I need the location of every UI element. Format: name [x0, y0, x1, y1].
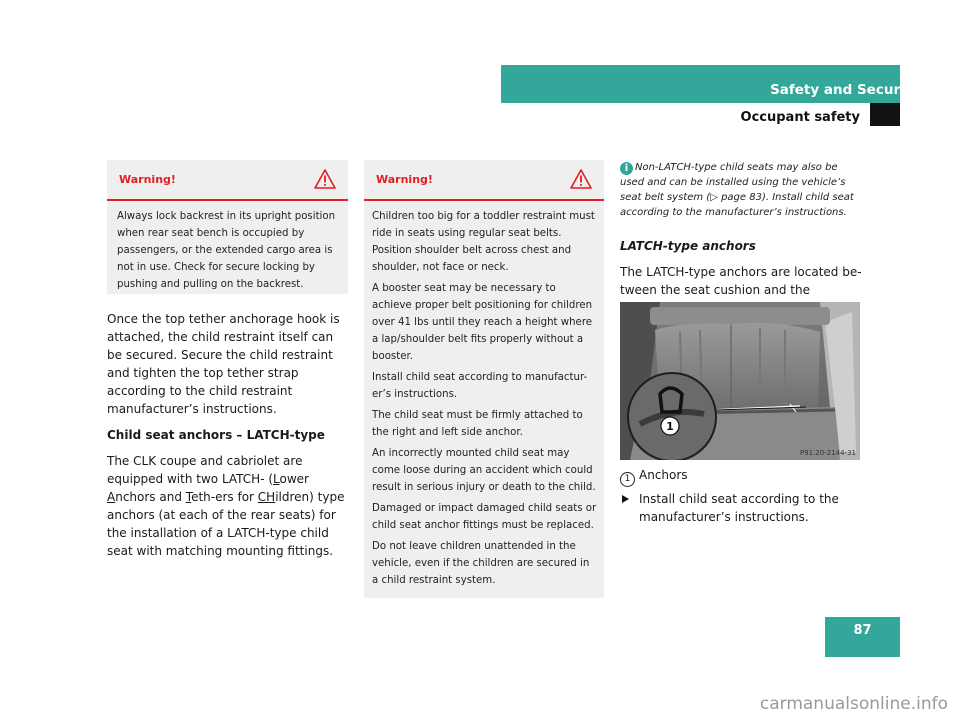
tether-paragraph: Once the top tether anchorage hook is attached, the child restraint itself can be secured. Secure the child restraint and tighten the top tether strap according to the child restraint manufacturer’s instructions.	[107, 312, 340, 416]
warning-paragraph: Install child seat according to manufactur-er’s instructions.	[372, 372, 588, 400]
latch-heading: Child seat anchors – LATCH-type	[107, 428, 325, 442]
page-number-box	[825, 617, 900, 657]
underlined-letter: L	[273, 472, 280, 486]
bullet-triangle-icon	[622, 495, 629, 503]
instruction-bullet	[620, 490, 870, 526]
warning-title: Warning!	[376, 173, 433, 186]
warning-paragraph: The child seat must be firmly attached to the right and left side anchor.	[372, 410, 583, 438]
seat-illustration	[620, 302, 860, 460]
anchors-paragraph: The LATCH-type anchors are located be-tween the seat cushion and the	[620, 265, 862, 297]
info-note	[620, 160, 860, 220]
warning-header	[107, 160, 348, 201]
info-text: Non-LATCH-type child seats may also be used and can be installed using the vehicle’s seat belt system (▷ page 83). Install child seat according to the manufacturer’s instructions.	[620, 162, 854, 218]
text-run: The CLK coupe and cabriolet are equipped with two LATCH- (	[107, 454, 303, 486]
rear-seat-photo	[620, 302, 860, 460]
info-icon: i	[620, 162, 633, 175]
warning-body	[364, 201, 604, 599]
legend-label: Anchors	[639, 468, 688, 482]
warning-paragraph: A booster seat may be necessary to achieve proper belt positioning for children over 41 lbs until they reach a height where a lap/shoulder belt fits properly without a booster.	[372, 283, 593, 362]
text-run: ildren) type anchors (at each of the rear seats) for the installation of a LATCH-type child seat with matching mounting fittings.	[107, 490, 345, 558]
image-code: P91.20-2144-31	[799, 449, 856, 457]
warning-box-backrest	[107, 160, 348, 294]
legend-item	[620, 468, 688, 487]
column-left-text	[107, 310, 347, 568]
watermark: carmanualsonline.info	[759, 694, 948, 714]
warning-body	[107, 201, 348, 303]
underlined-letter: CH	[257, 490, 276, 504]
warning-paragraph: An incorrectly mounted child seat may come loose during an accident which could result in serious injury or death to the child.	[372, 448, 596, 493]
text-run: eth-ers for	[191, 490, 258, 504]
legend-number: 1	[620, 472, 635, 487]
underlined-letter: A	[107, 490, 116, 504]
page-number: 87	[853, 623, 872, 638]
warning-box-children	[364, 160, 604, 598]
warning-paragraph: Do not leave children unattended in the vehicle, even if the children are secured in a child restraint system.	[372, 541, 590, 586]
bullet-text: Install child seat according to the manufacturer’s instructions.	[639, 492, 839, 524]
callout-number: 1	[666, 420, 674, 433]
anchors-heading: LATCH-type anchors	[620, 239, 756, 253]
warning-header	[364, 160, 604, 201]
warning-triangle-icon	[314, 169, 336, 189]
warning-paragraph: Damaged or impact damaged child seats or child seat anchor fittings must be replaced.	[372, 503, 597, 531]
header-marker	[870, 103, 900, 126]
text-run: ower	[279, 472, 309, 486]
warning-triangle-icon	[570, 169, 592, 189]
underlined-letter: T	[185, 490, 192, 504]
warning-text: Always lock backrest in its upright position when rear seat bench is occupied by passengers, or the extended cargo area is not in use. Check for secure locking by pushing and pulling on the backrest.	[117, 211, 336, 290]
section-title: Safety and Security	[770, 82, 920, 98]
text-run: nchors and	[115, 490, 186, 504]
warning-title: Warning!	[119, 173, 176, 186]
subsection-title: Occupant safety	[740, 110, 860, 125]
warning-paragraph: Children too big for a toddler restraint must ride in seats using regular seat belts. Position shoulder belt across chest and shoulder, not face or neck.	[372, 211, 595, 273]
latch-paragraph	[107, 452, 347, 560]
